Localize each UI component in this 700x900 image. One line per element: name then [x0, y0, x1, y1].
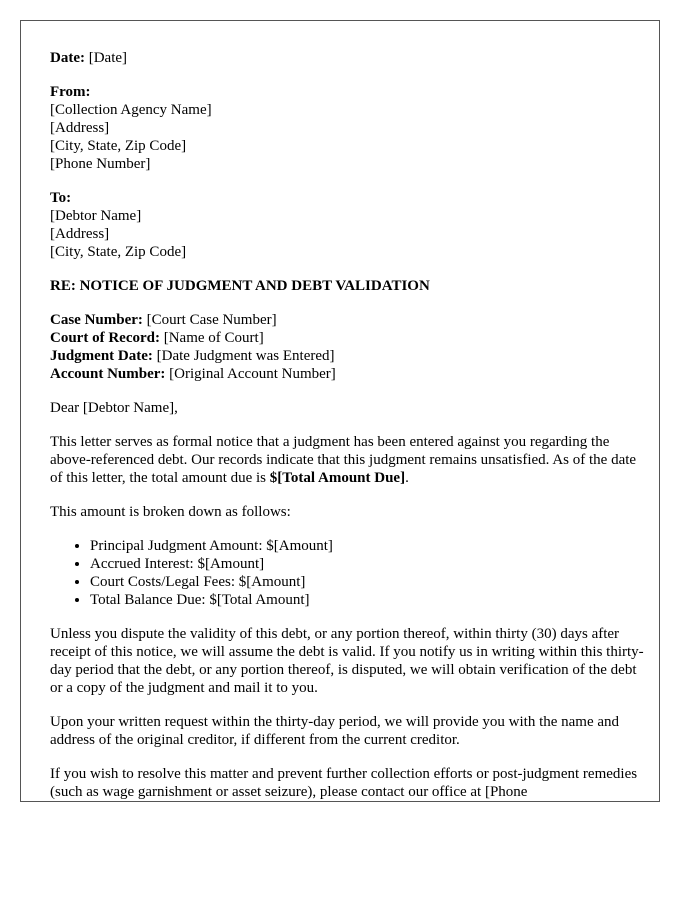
- subject-text: RE: NOTICE OF JUDGMENT AND DEBT VALIDATION: [50, 278, 430, 294]
- case-number-value: [Court Case Number]: [146, 312, 277, 328]
- breakdown-list: [50, 537, 650, 609]
- to-label: To:: [50, 190, 72, 206]
- from-city-state-zip: [City, State, Zip Code]: [50, 138, 187, 154]
- from-label: From:: [50, 84, 91, 100]
- intro-end: .: [405, 470, 409, 486]
- case-details: [50, 311, 650, 383]
- list-item: • Total Balance Due: $[Total Amount]: [90, 591, 650, 609]
- list-item: • Principal Judgment Amount: $[Amount]: [90, 537, 650, 555]
- case-number-row: [50, 311, 650, 329]
- intro-paragraph: [50, 433, 650, 487]
- intro-text: This letter serves as formal notice that a judgment has been entered against you regarding the above-referenced debt. Our records indicate that this judgment remains unsatisfied. As of the date of this letter, the total amount due is: [50, 434, 637, 486]
- case-number-label: Case Number:: [50, 312, 143, 328]
- date-value: [Date]: [88, 50, 128, 66]
- court-of-record-label: Court of Record:: [50, 330, 160, 346]
- judgment-date-label: Judgment Date:: [50, 348, 153, 364]
- salutation: Dear [Debtor Name],: [50, 400, 178, 416]
- court-of-record-row: [50, 329, 650, 347]
- judgment-date-row: [50, 347, 650, 365]
- total-amount-due: $[Total Amount Due]: [269, 470, 406, 486]
- list-item: • Court Costs/Legal Fees: $[Amount]: [90, 573, 650, 591]
- resolve-paragraph: If you wish to resolve this matter and prevent further collection efforts or post-judgment remedies (such as wage garnishment or asset seizure), please contact our office at [Phone: [50, 766, 638, 800]
- account-number-value: [Original Account Number]: [169, 366, 336, 382]
- date-block: [50, 49, 650, 67]
- letter-page: [20, 20, 660, 802]
- list-item: • Accrued Interest: $[Amount]: [90, 555, 650, 573]
- letter-body: [50, 49, 650, 802]
- account-number-label: Account Number:: [50, 366, 166, 382]
- from-phone: [Phone Number]: [50, 156, 151, 172]
- court-of-record-value: [Name of Court]: [163, 330, 264, 346]
- to-debtor-name: [Debtor Name]: [50, 208, 142, 224]
- to-address: [Address]: [50, 226, 110, 242]
- creditor-paragraph: Upon your written request within the thirty-day period, we will provide you with the name and address of the original creditor, if different from the current creditor.: [50, 714, 620, 748]
- to-city-state-zip: [City, State, Zip Code]: [50, 244, 187, 260]
- from-block: [50, 83, 650, 173]
- to-block: [50, 189, 650, 261]
- dispute-paragraph: Unless you dispute the validity of this debt, or any portion thereof, within thirty (30) days after receipt of this notice, we will assume the debt is valid. If you notify us in writing within this thirty-day period that the debt, or any portion thereof, is disputed, we will obtain verification of the debt or a copy of the judgment and mail it to you.: [50, 626, 644, 696]
- judgment-date-value: [Date Judgment was Entered]: [156, 348, 335, 364]
- from-address: [Address]: [50, 120, 110, 136]
- date-label: Date:: [50, 50, 85, 66]
- breakdown-intro: This amount is broken down as follows:: [50, 504, 291, 520]
- subject-line: [50, 277, 650, 295]
- account-number-row: [50, 365, 650, 383]
- from-agency-name: [Collection Agency Name]: [50, 102, 212, 118]
